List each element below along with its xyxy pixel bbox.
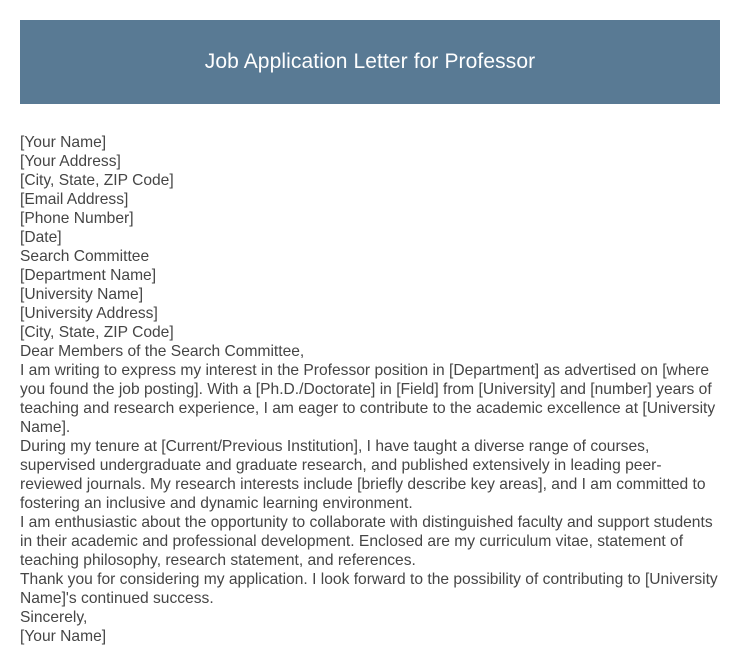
paragraph-experience: During my tenure at [Current/Previous Institution], I have taught a diverse range of courses, supervised undergraduate and graduate research, and published extensively in leading peer-reviewed journals. My research interests include [briefly describe key areas], and I am committed to fostering an inclusive and dynamic learning environment.	[20, 438, 706, 512]
page-header	[20, 20, 720, 104]
letter-body	[20, 133, 720, 646]
sender-city-state-zip: [City, State, ZIP Code]	[20, 172, 174, 189]
sender-name: [Your Name]	[20, 134, 107, 151]
recipient-committee: Search Committee	[20, 248, 150, 265]
paragraph-thanks: Thank you for considering my application. I look forward to the possibility of contributing to [University Name]'s continued success.	[20, 571, 718, 607]
recipient-address: [University Address]	[20, 305, 158, 322]
page-title: Job Application Letter for Professor	[204, 50, 536, 73]
paragraph-intro: I am writing to express my interest in the Professor position in [Department] as advertised on [where you found the job posting]. With a [Ph.D./Doctorate] in [Field] from [University] and [number] years of teaching and research experience, I am eager to contribute to the academic excellence at [University Name].	[20, 362, 716, 436]
salutation: Dear Members of the Search Committee,	[20, 343, 305, 360]
recipient-department: [Department Name]	[20, 267, 157, 284]
recipient-city-state-zip: [City, State, ZIP Code]	[20, 324, 174, 341]
closing: Sincerely,	[20, 609, 88, 626]
sender-phone: [Phone Number]	[20, 210, 134, 227]
recipient-university: [University Name]	[20, 286, 144, 303]
signature-name: [Your Name]	[20, 628, 107, 645]
letter-date: [Date]	[20, 229, 62, 246]
sender-email: [Email Address]	[20, 191, 129, 208]
paragraph-enthusiasm: I am enthusiastic about the opportunity to collaborate with distinguished faculty and support students in their academic and professional development. Enclosed are my curriculum vitae, statement of teaching philosophy, research statement, and references.	[20, 514, 713, 569]
sender-address: [Your Address]	[20, 153, 121, 170]
